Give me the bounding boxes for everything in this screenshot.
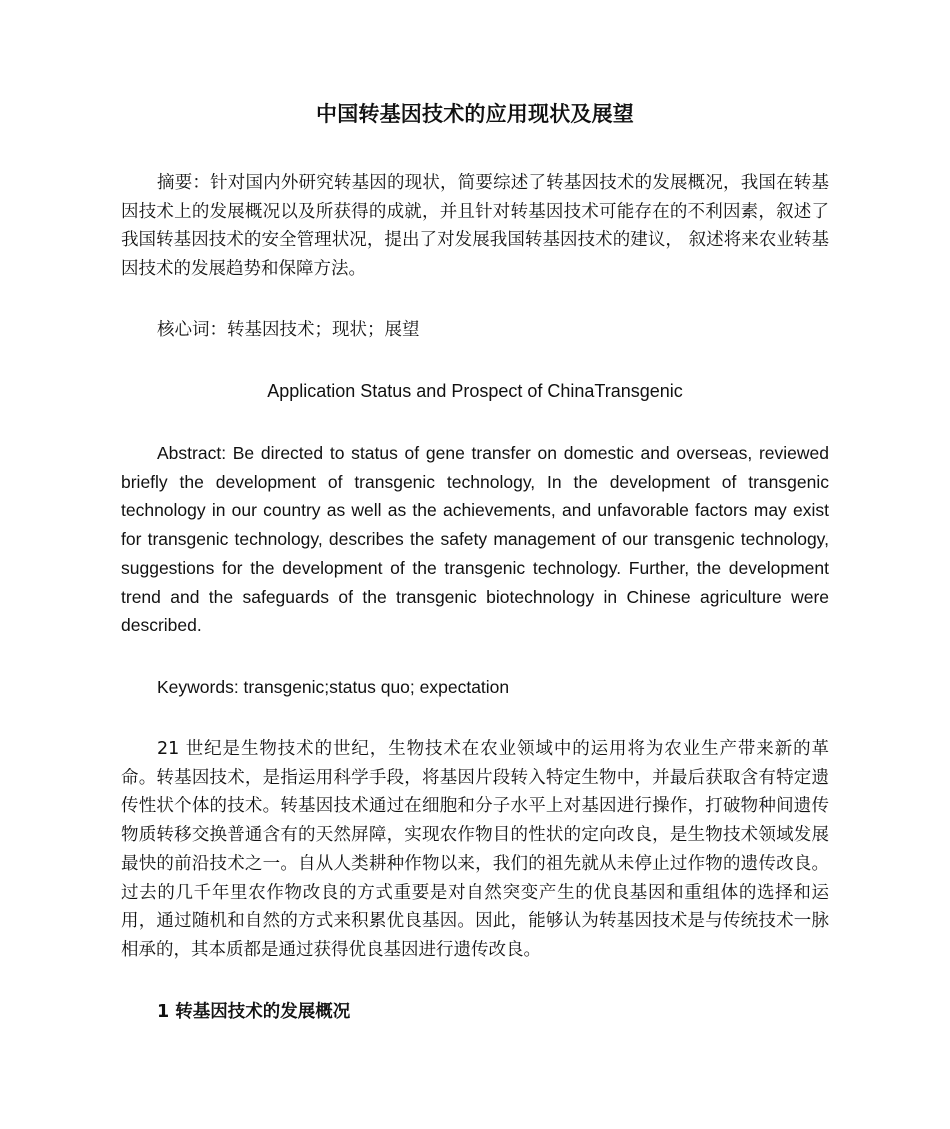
keywords-chinese: 核心词：转基因技术；现状；展望 bbox=[157, 320, 420, 340]
abstract-chinese: 摘要：针对国内外研究转基因的现状，简要综述了转基因技术的发展概况，我国在转基因技术上的发展概况以及所获得的成就，并且针对转基因技术可能存在的不利因素，叙述了我国转基因技术的安全管理状况，提出了对发展我国转基因技术的建议， 叙述将来农业转基因技术的发展趋势和保障方法。 bbox=[121, 173, 829, 280]
section-heading: 1 转基因技术的发展概况 bbox=[157, 1002, 351, 1022]
document-title: 中国转基因技术的应用现状及展望 bbox=[316, 102, 634, 126]
keywords-english: Keywords: transgenic;status quo; expectation bbox=[157, 677, 510, 697]
abstract-english: Abstract: Be directed to status of gene transfer on domestic and overseas, reviewed briefly the development of transgenic technology, In the development of transgenic technology in our country as well as the achievements, and unfavorable factors may exist for transgenic technology, describes the safety management of our transgenic technology, suggestions for the development of the transgenic technology. Further, the development trend and the safeguards of the transgenic biotechnology in Chinese agriculture were described. bbox=[121, 443, 829, 636]
body-paragraph: 21 世纪是生物技术的世纪，生物技术在农业领域中的运用将为农业生产带来新的革命。转基因技术，是指运用科学手段，将基因片段转入特定生物中，并最后获取含有特定遗传性状个体的技术。转基因技术通过在细胞和分子水平上对基因进行操作，打破物种间遗传物质转移交换普通含有的天然屏障，实现农作物目的性状的定向改良，是生物技术领域发展最快的前沿技术之一。自从人类耕种作物以来，我们的祖先就从未停止过作物的遗传改良。过去的几千年里农作物改良的方式重要是对自然突变产生的优良基因和重组体的选择和运用，通过随机和自然的方式来积累优良基因。因此，能够认为转基因技术是与传统技术一脉相承的，其本质都是通过获得优良基因进行遗传改良。 bbox=[121, 739, 829, 960]
english-title: Application Status and Prospect of ChinaTransgenic bbox=[267, 381, 683, 401]
